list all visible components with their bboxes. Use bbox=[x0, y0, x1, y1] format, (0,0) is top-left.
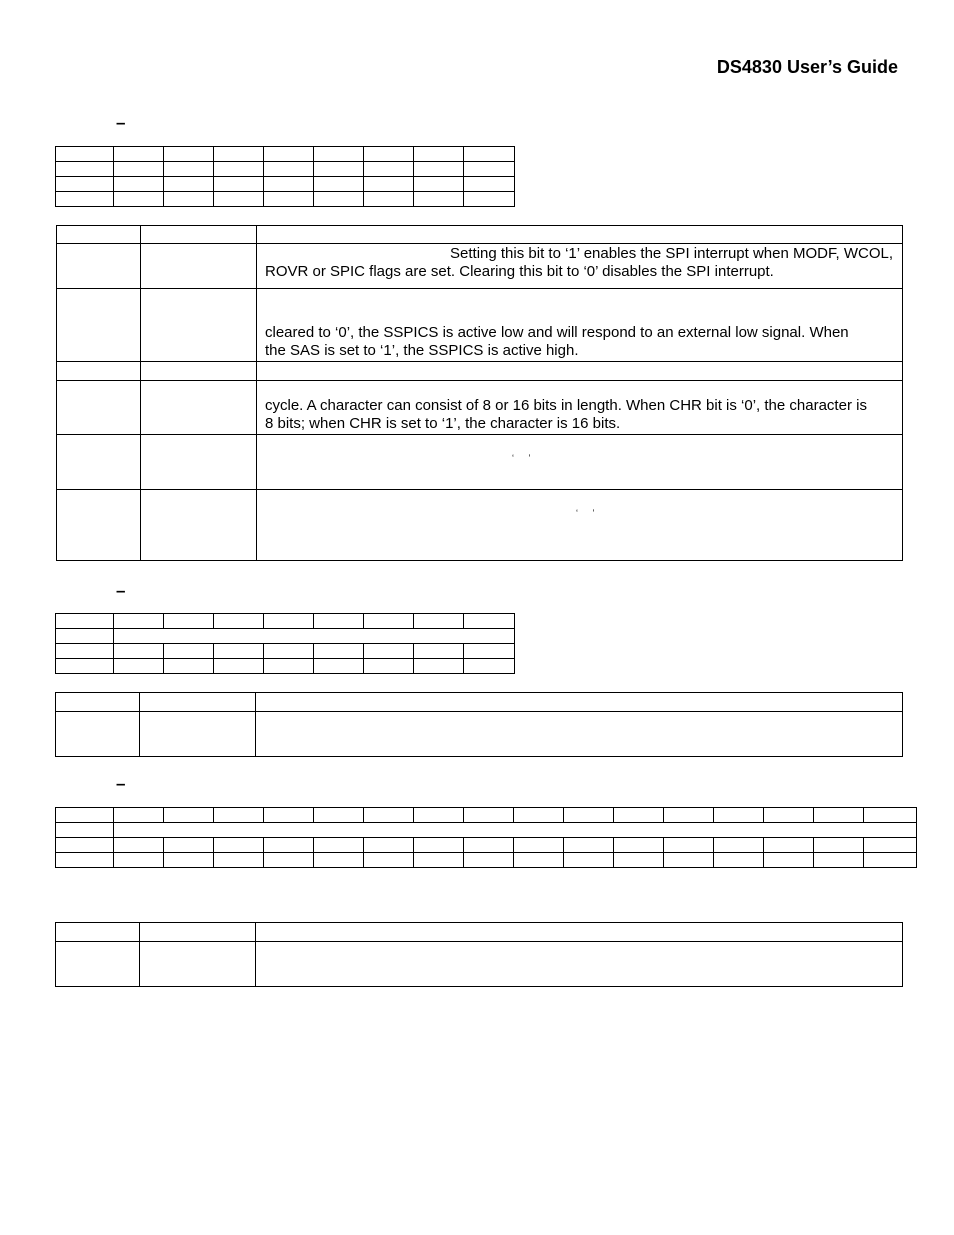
register-row bbox=[56, 838, 917, 853]
bit-description-table-2 bbox=[55, 692, 903, 757]
register-row bbox=[56, 162, 515, 177]
table-row bbox=[57, 381, 903, 435]
bit-description-table-1 bbox=[56, 225, 903, 561]
chr-description-line: cycle. A character can consist of 8 or 16 bits in length. When CHR bit is ‘0’, the character is bbox=[265, 397, 867, 414]
esie-description-line: Setting this bit to ‘1’ enables the SPI interrupt when MODF, WCOL, bbox=[450, 245, 893, 262]
table-row bbox=[56, 712, 903, 757]
sas-description-line: the SAS is set to ‘1’, the SSPICS is active high. bbox=[265, 342, 579, 359]
register-row bbox=[56, 659, 515, 674]
table-row bbox=[57, 490, 903, 561]
quote-mark: ‘ ’ bbox=[512, 453, 537, 463]
table-row bbox=[56, 923, 903, 942]
register-row bbox=[56, 629, 515, 644]
table-row bbox=[56, 693, 903, 712]
esie-description-line: ROVR or SPIC flags are set. Clearing this bit to ‘0’ disables the SPI interrupt. bbox=[265, 263, 774, 280]
table-row bbox=[57, 435, 903, 490]
register-row bbox=[56, 147, 515, 162]
table-row bbox=[57, 289, 903, 362]
table-row bbox=[57, 244, 903, 289]
table-row bbox=[57, 362, 903, 381]
quote-mark: ‘ ’ bbox=[576, 508, 601, 518]
register-row bbox=[56, 192, 515, 207]
section-heading-dash: – bbox=[116, 774, 126, 793]
register-row bbox=[56, 177, 515, 192]
register-row bbox=[56, 823, 917, 838]
register-row bbox=[56, 853, 917, 868]
table-row bbox=[57, 226, 903, 244]
register-bit-table-3 bbox=[55, 807, 917, 868]
bit-description-table-3 bbox=[55, 922, 903, 987]
register-row bbox=[56, 644, 515, 659]
section-heading-dash: – bbox=[116, 581, 126, 600]
register-bit-table-1 bbox=[55, 146, 515, 207]
register-row bbox=[56, 808, 917, 823]
chr-description-line: 8 bits; when CHR is set to ‘1’, the character is 16 bits. bbox=[265, 415, 621, 432]
register-bit-table-2 bbox=[55, 613, 515, 674]
table-row bbox=[56, 942, 903, 987]
sas-description-line: cleared to ‘0’, the SSPICS is active low and will respond to an external low signal. When bbox=[265, 324, 849, 341]
section-heading-dash: – bbox=[116, 113, 126, 132]
document-title: DS4830 User’s Guide bbox=[716, 57, 898, 77]
register-row bbox=[56, 614, 515, 629]
